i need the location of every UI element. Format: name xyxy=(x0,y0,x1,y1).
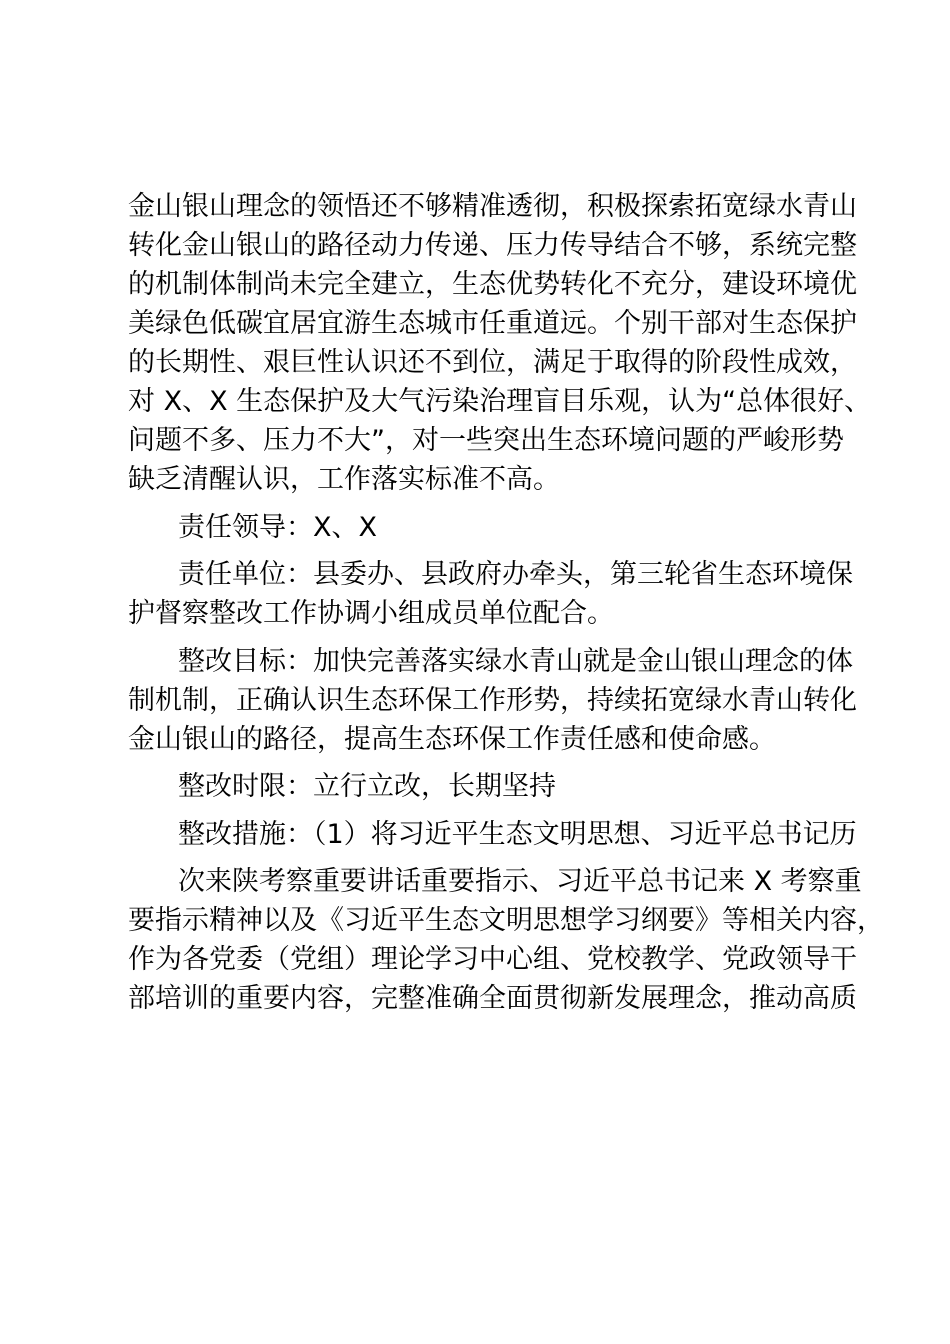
text-line: 整改目标：加快完善落实绿水青山就是金山银山理念的体 xyxy=(178,645,853,677)
text-line: 次来陕考察重要讲话重要指示、习近平总书记来 X 考察重 xyxy=(178,866,862,897)
paragraph-gap xyxy=(128,854,833,863)
responsible-leader xyxy=(128,508,833,547)
text-line: 转化金山银山的路径动力传递、压力传导结合不够，系统完整 xyxy=(128,230,857,261)
measures-continued xyxy=(128,862,884,1018)
paragraph-gap xyxy=(128,759,833,768)
text-line: 的长期性、艰巨性认识还不到位，满足于取得的阶段性成效， xyxy=(128,347,857,378)
rectification-measures xyxy=(128,815,857,854)
text-line: 金山银山的路径，提高生态环保工作责任感和使命感。 xyxy=(128,723,776,755)
text-line: 要指示精神以及《习近平生态文明思想学习纲要》等相关内容， xyxy=(128,905,884,936)
text-line: 护督察整改工作协调小组成员单位配合。 xyxy=(128,598,614,629)
text-line: 整改措施：（1）将习近平生态文明思想、习近平总书记历 xyxy=(178,818,857,850)
text-line: 部培训的重要内容，完整准确全面贯彻新发展理念，推动高质 xyxy=(128,983,857,1014)
text-line: 责任单位：县委办、县政府办牵头，第三轮省生态环境保 xyxy=(178,559,853,590)
paragraph-gap xyxy=(128,633,833,642)
text-line: 整改时限：立行立改，长期坚持 xyxy=(178,771,556,802)
text-line: 美绿色低碳宜居宜游生态城市任重道远。个别干部对生态保护 xyxy=(128,308,857,339)
text-line: 缺乏清醒认识，工作落实标准不高。 xyxy=(128,464,560,495)
responsible-unit xyxy=(128,555,853,633)
paragraph-gap xyxy=(128,499,833,508)
text-line: 对 X、X 生态保护及大气污染治理盲目乐观，认为“总体很好、 xyxy=(128,386,872,417)
text-line: 责任领导：X、X xyxy=(178,511,377,543)
rectification-goal xyxy=(128,642,857,759)
problem-paragraph xyxy=(128,187,872,499)
text-line: 金山银山理念的领悟还不够精准透彻，积极探索拓宽绿水青山 xyxy=(128,191,857,222)
paragraph-gap xyxy=(128,547,833,556)
text-line: 问题不多、压力不大”，对一些突出生态环境问题的严峻形势 xyxy=(128,425,844,456)
document-body xyxy=(128,187,884,1018)
text-line: 的机制体制尚未完全建立，生态优势转化不充分，建设环境优 xyxy=(128,269,857,300)
rectification-deadline xyxy=(128,767,833,806)
text-line: 作为各党委（党组）理论学习中心组、党校教学、党政领导干 xyxy=(128,944,857,975)
text-line: 制机制，正确认识生态环保工作形势，持续拓宽绿水青山转化 xyxy=(128,684,857,716)
paragraph-gap xyxy=(128,806,833,815)
